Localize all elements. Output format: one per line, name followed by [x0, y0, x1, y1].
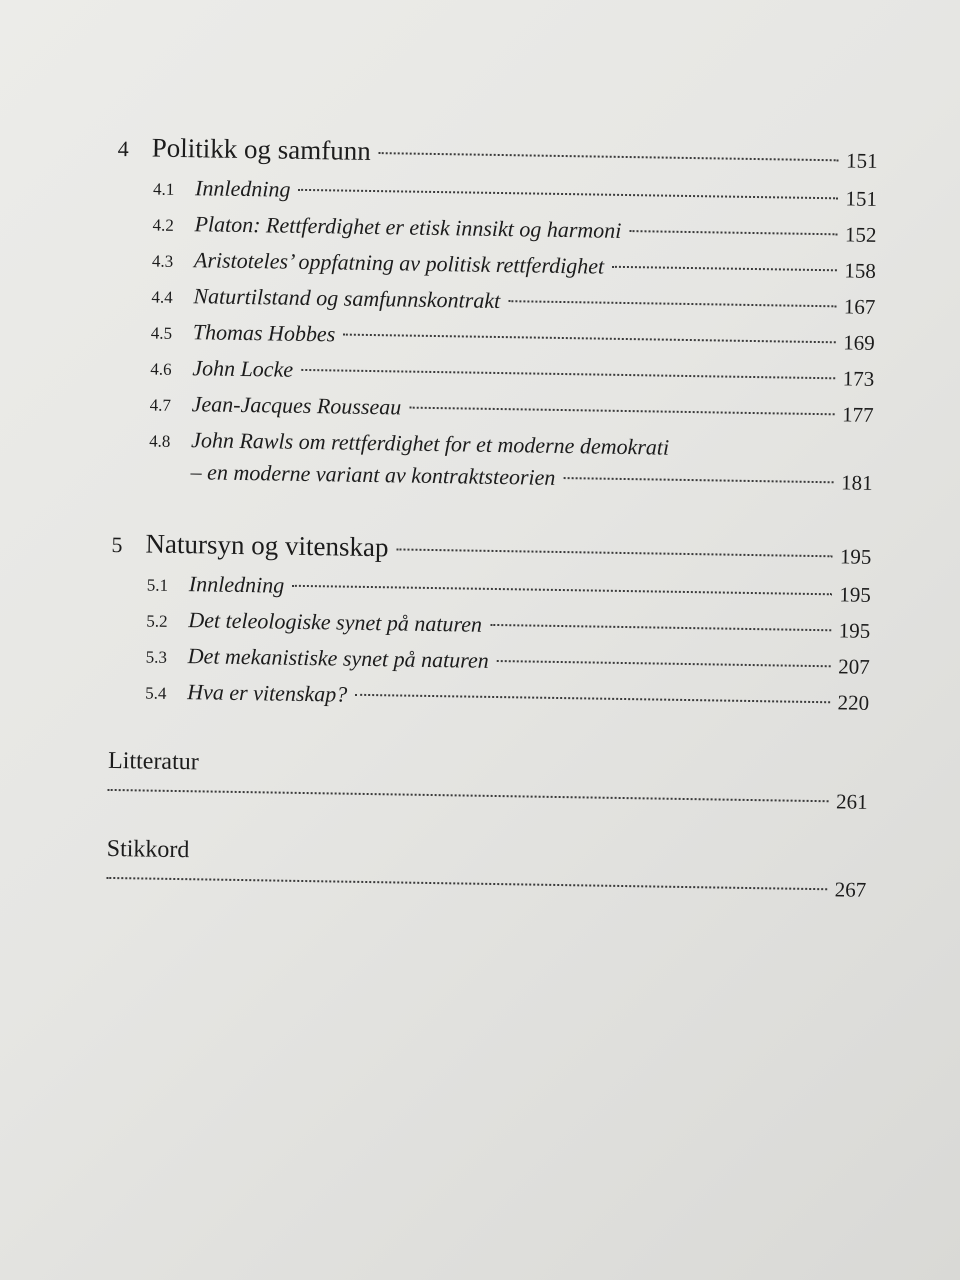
- page-number: 152: [844, 222, 877, 247]
- section-title: Aristoteles’ oppfatning av politisk rettferdighet: [193, 247, 605, 279]
- chapter-number: 5: [111, 531, 123, 558]
- dot-leader: [409, 407, 834, 416]
- dot-leader: [379, 152, 838, 161]
- section-title: Innledning: [194, 175, 291, 202]
- page-number: 267: [834, 877, 867, 902]
- table-of-contents: [106, 132, 878, 918]
- section-title: Innledning: [188, 571, 285, 598]
- chapter-number: 4: [117, 135, 129, 162]
- section-title: Thomas Hobbes: [192, 319, 336, 347]
- page-number: 207: [838, 654, 870, 679]
- section-number: 5.1: [146, 575, 169, 595]
- chapter-4: [112, 132, 878, 506]
- page-number: 173: [842, 366, 875, 391]
- dot-leader: [563, 477, 833, 483]
- page-number: 181: [840, 470, 873, 495]
- back-matter-litteratur[interactable]: [107, 748, 868, 830]
- dot-leader: [355, 694, 829, 703]
- section-number: 4.1: [152, 179, 175, 199]
- section-title: Platon: Rettferdighet er etisk innsikt og harmoni: [194, 211, 622, 243]
- chapter-title: Politikk og samfunn: [151, 132, 371, 166]
- page-number: 220: [837, 690, 870, 715]
- section-number: 5.2: [146, 611, 168, 631]
- chapter-5: [109, 528, 872, 726]
- dot-leader: [292, 585, 831, 595]
- chapter-title: Natursyn og vitenskap: [145, 528, 389, 563]
- section-number: 4.5: [150, 323, 173, 343]
- section-title: Hva er vitenskap?: [187, 679, 348, 707]
- section-number: 5.3: [145, 647, 168, 667]
- page-number: 158: [844, 258, 877, 283]
- section-title: Jean-Jacques Rousseau: [191, 391, 402, 420]
- section-number: 4.4: [151, 287, 173, 307]
- page-number: 151: [845, 186, 878, 211]
- section-number: 4.7: [149, 395, 172, 415]
- dot-leader: [106, 877, 826, 890]
- section-number: 4.2: [152, 215, 174, 235]
- page-number: 195: [838, 618, 871, 643]
- dot-leader: [298, 189, 837, 199]
- section-title: Naturtilstand og samfunnskontrakt: [193, 283, 501, 314]
- page-number: 169: [843, 330, 875, 355]
- dot-leader: [396, 548, 832, 557]
- section-number: 4.8: [149, 431, 171, 451]
- section-title: John Rawls om rettferdighet for et moderne demokrati: [190, 427, 670, 460]
- page-number: 195: [839, 582, 872, 607]
- section-title: John Locke: [192, 355, 294, 382]
- section-number: 4.6: [150, 359, 172, 379]
- section-title: Det mekanistiske synet på naturen: [187, 643, 489, 673]
- section-number: 5.4: [145, 683, 167, 703]
- dot-leader: [490, 624, 831, 631]
- page-number: 177: [841, 402, 874, 427]
- page-number: 195: [839, 544, 872, 569]
- section-number: 4.3: [151, 251, 174, 271]
- back-matter-stikkord[interactable]: [106, 836, 867, 918]
- dot-leader: [508, 300, 836, 307]
- dot-leader: [497, 660, 830, 667]
- section-title-continuation: – en moderne variant av kontraktsteorien: [190, 459, 556, 490]
- dot-leader: [301, 369, 835, 379]
- dot-leader: [629, 230, 837, 235]
- dot-leader: [108, 789, 828, 802]
- section-title: Det teleologiske synet på naturen: [188, 607, 483, 637]
- page-number: 151: [845, 148, 878, 173]
- page-number: 261: [835, 789, 868, 814]
- dot-leader: [612, 266, 836, 272]
- back-matter-title: Litteratur: [107, 747, 199, 776]
- dot-leader: [343, 334, 835, 344]
- back-matter-title: Stikkord: [106, 835, 190, 864]
- page-number: 167: [843, 294, 876, 319]
